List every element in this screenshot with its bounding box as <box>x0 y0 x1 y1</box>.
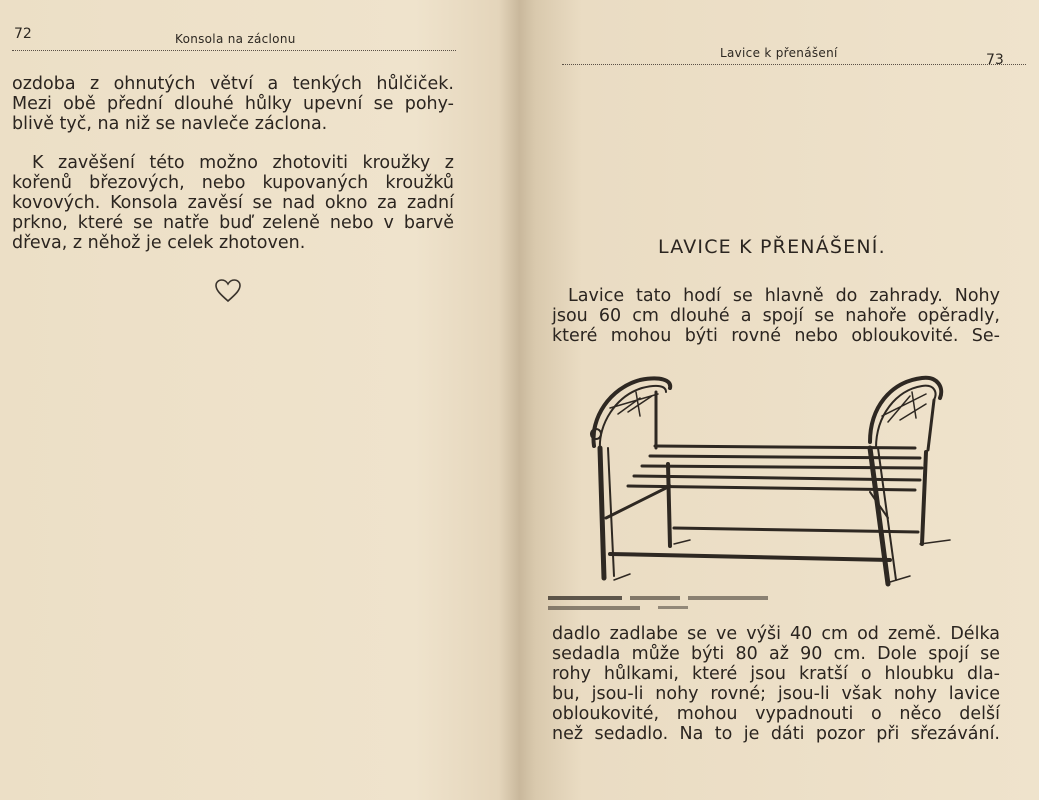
text-line: K zavěšení této možno zhotoviti kroužky z <box>32 153 454 173</box>
text-line: blivě tyč, na niž se navleče záclona. <box>12 114 328 134</box>
text-line: Lavice tato hodí se hlavně do zahrady. Nohy <box>568 286 1000 306</box>
text-line: jsou 60 cm dlouhé a spojí se nahoře opěradly, <box>552 306 1000 326</box>
left-paragraph-2 <box>12 153 454 253</box>
left-running-title: Konsola na záclonu <box>175 32 296 46</box>
left-page-number: 72 <box>14 26 32 42</box>
left-paragraph-1 <box>12 74 454 134</box>
right-paragraph-2 <box>552 624 1000 744</box>
left-page <box>0 0 518 800</box>
right-header-rule <box>562 64 1026 65</box>
right-page-number: 73 <box>986 52 1004 68</box>
text-line: kořenů březových, nebo kupovaných kroužků <box>12 173 454 193</box>
right-paragraph-1 <box>552 286 1000 346</box>
smudge-marks <box>546 594 776 616</box>
text-line: kovových. Konsola zavěsí se nad okno za zadní <box>12 193 454 213</box>
text-line: Mezi obě přední dlouhé hůlky upevní se pohy- <box>12 94 454 114</box>
section-heading: LAVICE K PŘENÁŠENÍ. <box>658 236 886 258</box>
text-line: ozdoba z ohnutých větví a tenkých hůlčiček. <box>12 74 454 94</box>
left-header-rule <box>12 50 456 51</box>
right-running-title: Lavice k přenášení <box>720 46 838 60</box>
text-line: bu, jsou-li nohy rovné; jsou-li však nohy lavice <box>552 684 1000 704</box>
bench-illustration <box>570 368 960 590</box>
text-line: prkno, které se natře buď zeleně nebo v barvě <box>12 213 454 233</box>
heart-ornament-icon <box>214 278 242 304</box>
text-line: dadlo zadlabe se ve výši 40 cm od země. Délka <box>552 624 1000 644</box>
text-line: rohy hůlkami, které jsou kratší o hloubku dla- <box>552 664 1000 684</box>
right-page <box>522 0 1039 800</box>
text-line: než sedadlo. Na to je dáti pozor při sřezávání. <box>552 724 1000 744</box>
text-line: které mohou býti rovné nebo obloukovité. Se- <box>552 326 1000 346</box>
text-line: dřeva, z něhož je celek zhotoven. <box>12 233 306 253</box>
text-line: sedadla může býti 80 až 90 cm. Dole spojí se <box>552 644 1000 664</box>
text-line: obloukovité, mohou vypadnouti o něco delší <box>552 704 1000 724</box>
